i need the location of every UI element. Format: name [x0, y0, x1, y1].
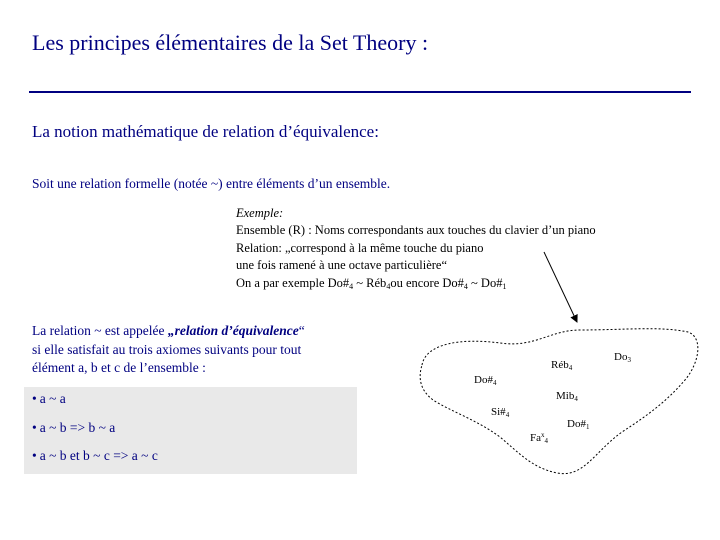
axiom-text: a ~ a	[39, 391, 66, 406]
bullet-icon: •	[32, 448, 37, 463]
note-octave: 4	[574, 395, 578, 403]
bullet-icon: •	[32, 420, 37, 435]
note-label-reb4	[551, 359, 572, 372]
bullet-icon: •	[32, 391, 37, 406]
axiom-text: a ~ b et b ~ c => a ~ c	[39, 448, 158, 463]
axiom-text: a ~ b => b ~ a	[39, 420, 116, 435]
note-name: Mib	[556, 390, 575, 402]
note-name: Fa	[530, 432, 541, 444]
note-name: Do	[614, 351, 628, 363]
note-octave: 1	[585, 423, 590, 431]
pointer-arrow	[544, 252, 577, 322]
relation-text: La relation ~ est appelée	[32, 323, 168, 338]
note-label-do3	[614, 351, 631, 364]
note-name: Do#	[474, 374, 493, 386]
note-label-mib4	[556, 390, 578, 403]
note-accidental: x	[541, 431, 545, 439]
note-octave: 4	[505, 411, 510, 419]
example-text: ~ Do#	[467, 275, 503, 290]
example-line-relation: Relation: „correspond à la même touche du piano	[236, 240, 484, 255]
subscript: 4	[463, 281, 468, 291]
subscript: 4	[349, 281, 354, 291]
example-text: ou encore Do#	[390, 275, 464, 290]
note-label-dosharp4	[474, 374, 496, 387]
note-name: Si#	[491, 406, 506, 418]
intro-text: Soit une relation formelle (notée ~) entre éléments d’un ensemble.	[32, 176, 391, 191]
note-label-fax4	[530, 431, 548, 445]
example-line-octave: une fois ramené à une octave particulière“	[236, 258, 447, 273]
example-label: Exemple:	[236, 206, 284, 220]
subscript: 1	[502, 281, 507, 291]
example-text: On a par exemple Do#	[236, 275, 350, 290]
note-label-sisharp4	[491, 406, 509, 419]
note-name: Do#	[567, 418, 586, 430]
relation-term: „relation d’équivalence	[167, 323, 299, 338]
note-octave: 4	[568, 364, 573, 372]
note-octave: 4	[544, 437, 548, 445]
example-line-set: Ensemble (R) : Noms correspondants aux touches du clavier d’un piano	[236, 223, 596, 238]
section-heading: La notion mathématique de relation d’équivalence:	[32, 122, 379, 141]
example-text: ~ Réb	[353, 275, 387, 290]
note-name: Réb	[551, 359, 569, 371]
note-octave: 3	[627, 356, 631, 364]
note-octave: 4	[492, 379, 497, 387]
note-label-dosharp1	[567, 418, 589, 431]
relation-text: “	[298, 323, 305, 338]
relation-line-2: si elle satisfait au trois axiomes suivants pour tout	[32, 341, 302, 357]
subscript: 4	[386, 281, 391, 291]
slide-title: Les principes élémentaires de la Set Theory :	[32, 30, 429, 55]
relation-line-3: élément a, b et c de l’ensemble :	[32, 360, 206, 375]
